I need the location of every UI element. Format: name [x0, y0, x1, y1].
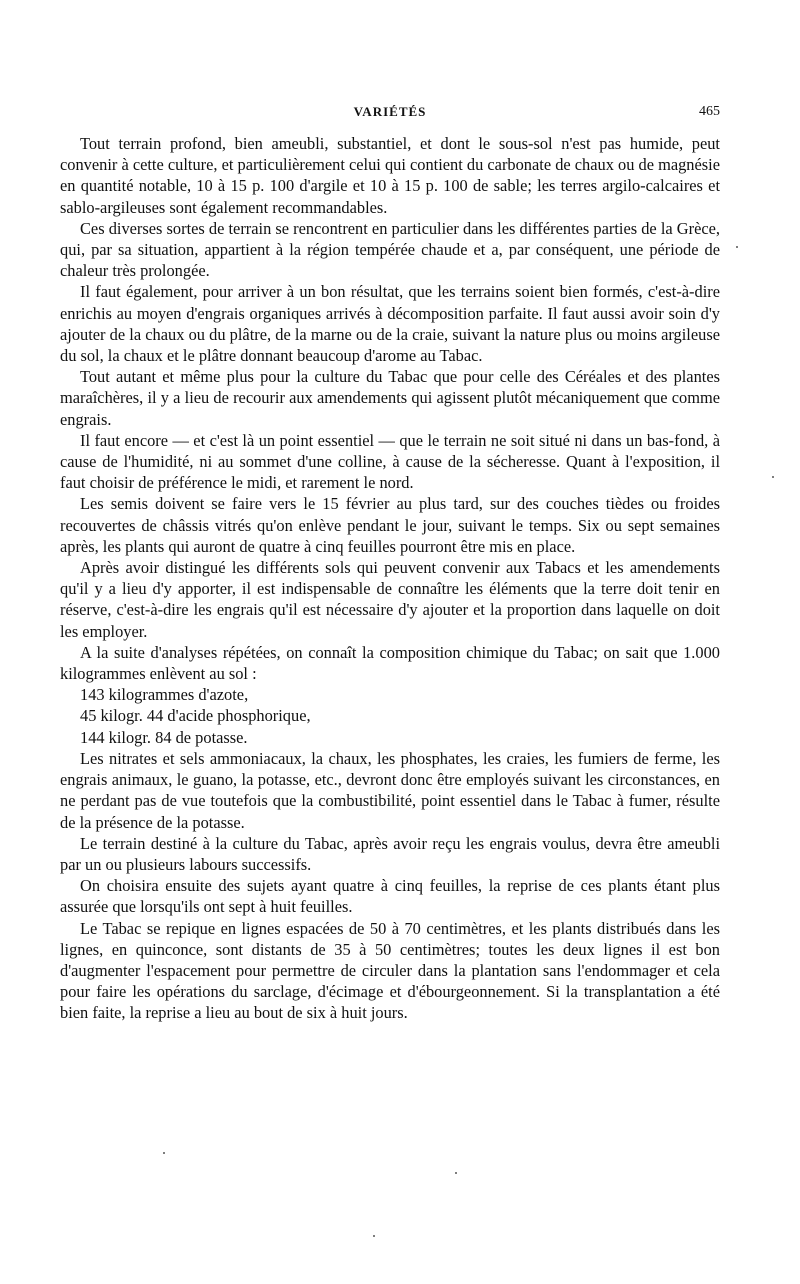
running-title: VARIÉTÉS	[353, 104, 427, 119]
running-head	[60, 104, 720, 124]
scan-speck	[373, 1235, 375, 1237]
paragraph-chemical-composition: A la suite d'analyses répétées, on connaît la composition chimique du Tabac; on sait que 1.000 kilogrammes enlèvent au sol :	[60, 642, 720, 684]
paragraph-seedlings: On choisira ensuite des sujets ayant quatre à cinq feuilles, la reprise de ces plants étant plus assurée que lorsqu'ils ont sept à huit feuilles.	[60, 876, 720, 917]
paragraph-ploughing: Le terrain destiné à la culture du Tabac, après avoir reçu les engrais voulus, devra être ameubli par un ou plusieurs labours successifs.	[60, 833, 720, 874]
paragraph-fertilizers: Les nitrates et sels ammoniacaux, la chaux, les phosphates, les craies, les fumiers de ferme, les engrais animaux, le guano, la potasse, etc., devront donc être employés suivant les circonstances, en ne perdant pas de vue toutefois que la combustibilité, point essentiel dans le Tabac à fumer, résulte de la présence de la potasse.	[60, 748, 720, 832]
paragraph-greece-regions: Ces diverses sortes de terrain se rencontrent en particulier dans les différentes parties de la Grèce, qui, par sa situation, appartient à la région tempérée chaude et a, par conséquent, une période de chaleur très prolongée.	[60, 218, 720, 281]
scan-speck	[772, 476, 774, 478]
paragraph-soil-types: Tout terrain profond, bien ameubli, substantiel, et dont le sous-sol n'est pas humide, peut convenir à cette culture, et particulièrement celui qui contient du carbonate de chaux ou de magnésie en quantité notable, 10 à 15 p. 100 d'argile et 10 à 15 p. 100 de sable; les terres argilo-calcaires et sablo-argileuses sont également recommandables.	[60, 134, 720, 217]
scan-speck	[163, 1152, 165, 1154]
list-item-nitrogen: 143 kilogrammes d'azote,	[80, 685, 249, 705]
paragraph-transplanting: Le Tabac se repique en lignes espacées de 50 à 70 centimètres, et les plants distribués dans les lignes, en quinconce, sont distants de 35 à 50 centimètres; toutes les deux lignes il est bon d'augmenter l'espacement pour permettre de circuler dans la plantation sans l'endommager et cela pour faire les opérations du sarclage, d'écimage et d'ébourgeonnement. Si la transplantation a été bien faite, la reprise a lieu au bout de six à huit jours.	[60, 918, 720, 1023]
paragraph-exposure: Il faut encore — et c'est là un point essentiel — que le terrain ne soit situé ni dans un bas-fond, à cause de l'humidité, ni au sommet d'une colline, à cause de la sécheresse. Quant à l'exposition, il faut choisir de préférence le midi, et rarement le nord.	[60, 430, 720, 493]
paragraph-soil-elements: Après avoir distingué les différents sols qui peuvent convenir aux Tabacs et les amendements qu'il y a lieu d'y apporter, il est indispensable de connaître les éléments que la terre doit tenir en réserve, c'est-à-dire les engrais qu'il est nécessaire d'y ajouter et la proportion dans laquelle on doit les employer.	[60, 558, 720, 641]
paragraph-organic-fertilizer: Il faut également, pour arriver à un bon résultat, que les terrains soient bien formés, c'est-à-dire enrichis au moyen d'engrais organiques arrivés à décomposition parfaite. Il faut aussi avoir soin d'y ajouter de la chaux ou du plâtre, de la marne ou de la craie, suivant la nature plus ou moins argileuse du sol, la chaux et le plâtre donnant beaucoup d'arome au Tabac.	[60, 282, 720, 366]
body-text	[60, 133, 720, 1024]
paragraph-sowing: Les semis doivent se faire vers le 15 février au plus tard, sur des couches tièdes ou froides recouvertes de châssis vitrés qu'on enlève pendant le jour, suivant le temps. Six ou sept semaines après, les plants qui auront de quatre à cinq feuilles pourront être mis en place.	[60, 494, 720, 556]
list-item-phosphoric-acid: 45 kilogr. 44 d'acide phosphorique,	[80, 706, 311, 726]
paragraph-amendments: Tout autant et même plus pour la culture du Tabac que pour celle des Céréales et des plantes maraîchères, il y a lieu de recourir aux amendements qui agissent plutôt mécaniquement que comme engrais.	[60, 367, 720, 429]
list-item-potash: 144 kilogr. 84 de potasse.	[80, 727, 248, 747]
page-number: 465	[699, 104, 720, 119]
scan-speck	[736, 246, 738, 248]
scan-speck	[455, 1172, 457, 1174]
